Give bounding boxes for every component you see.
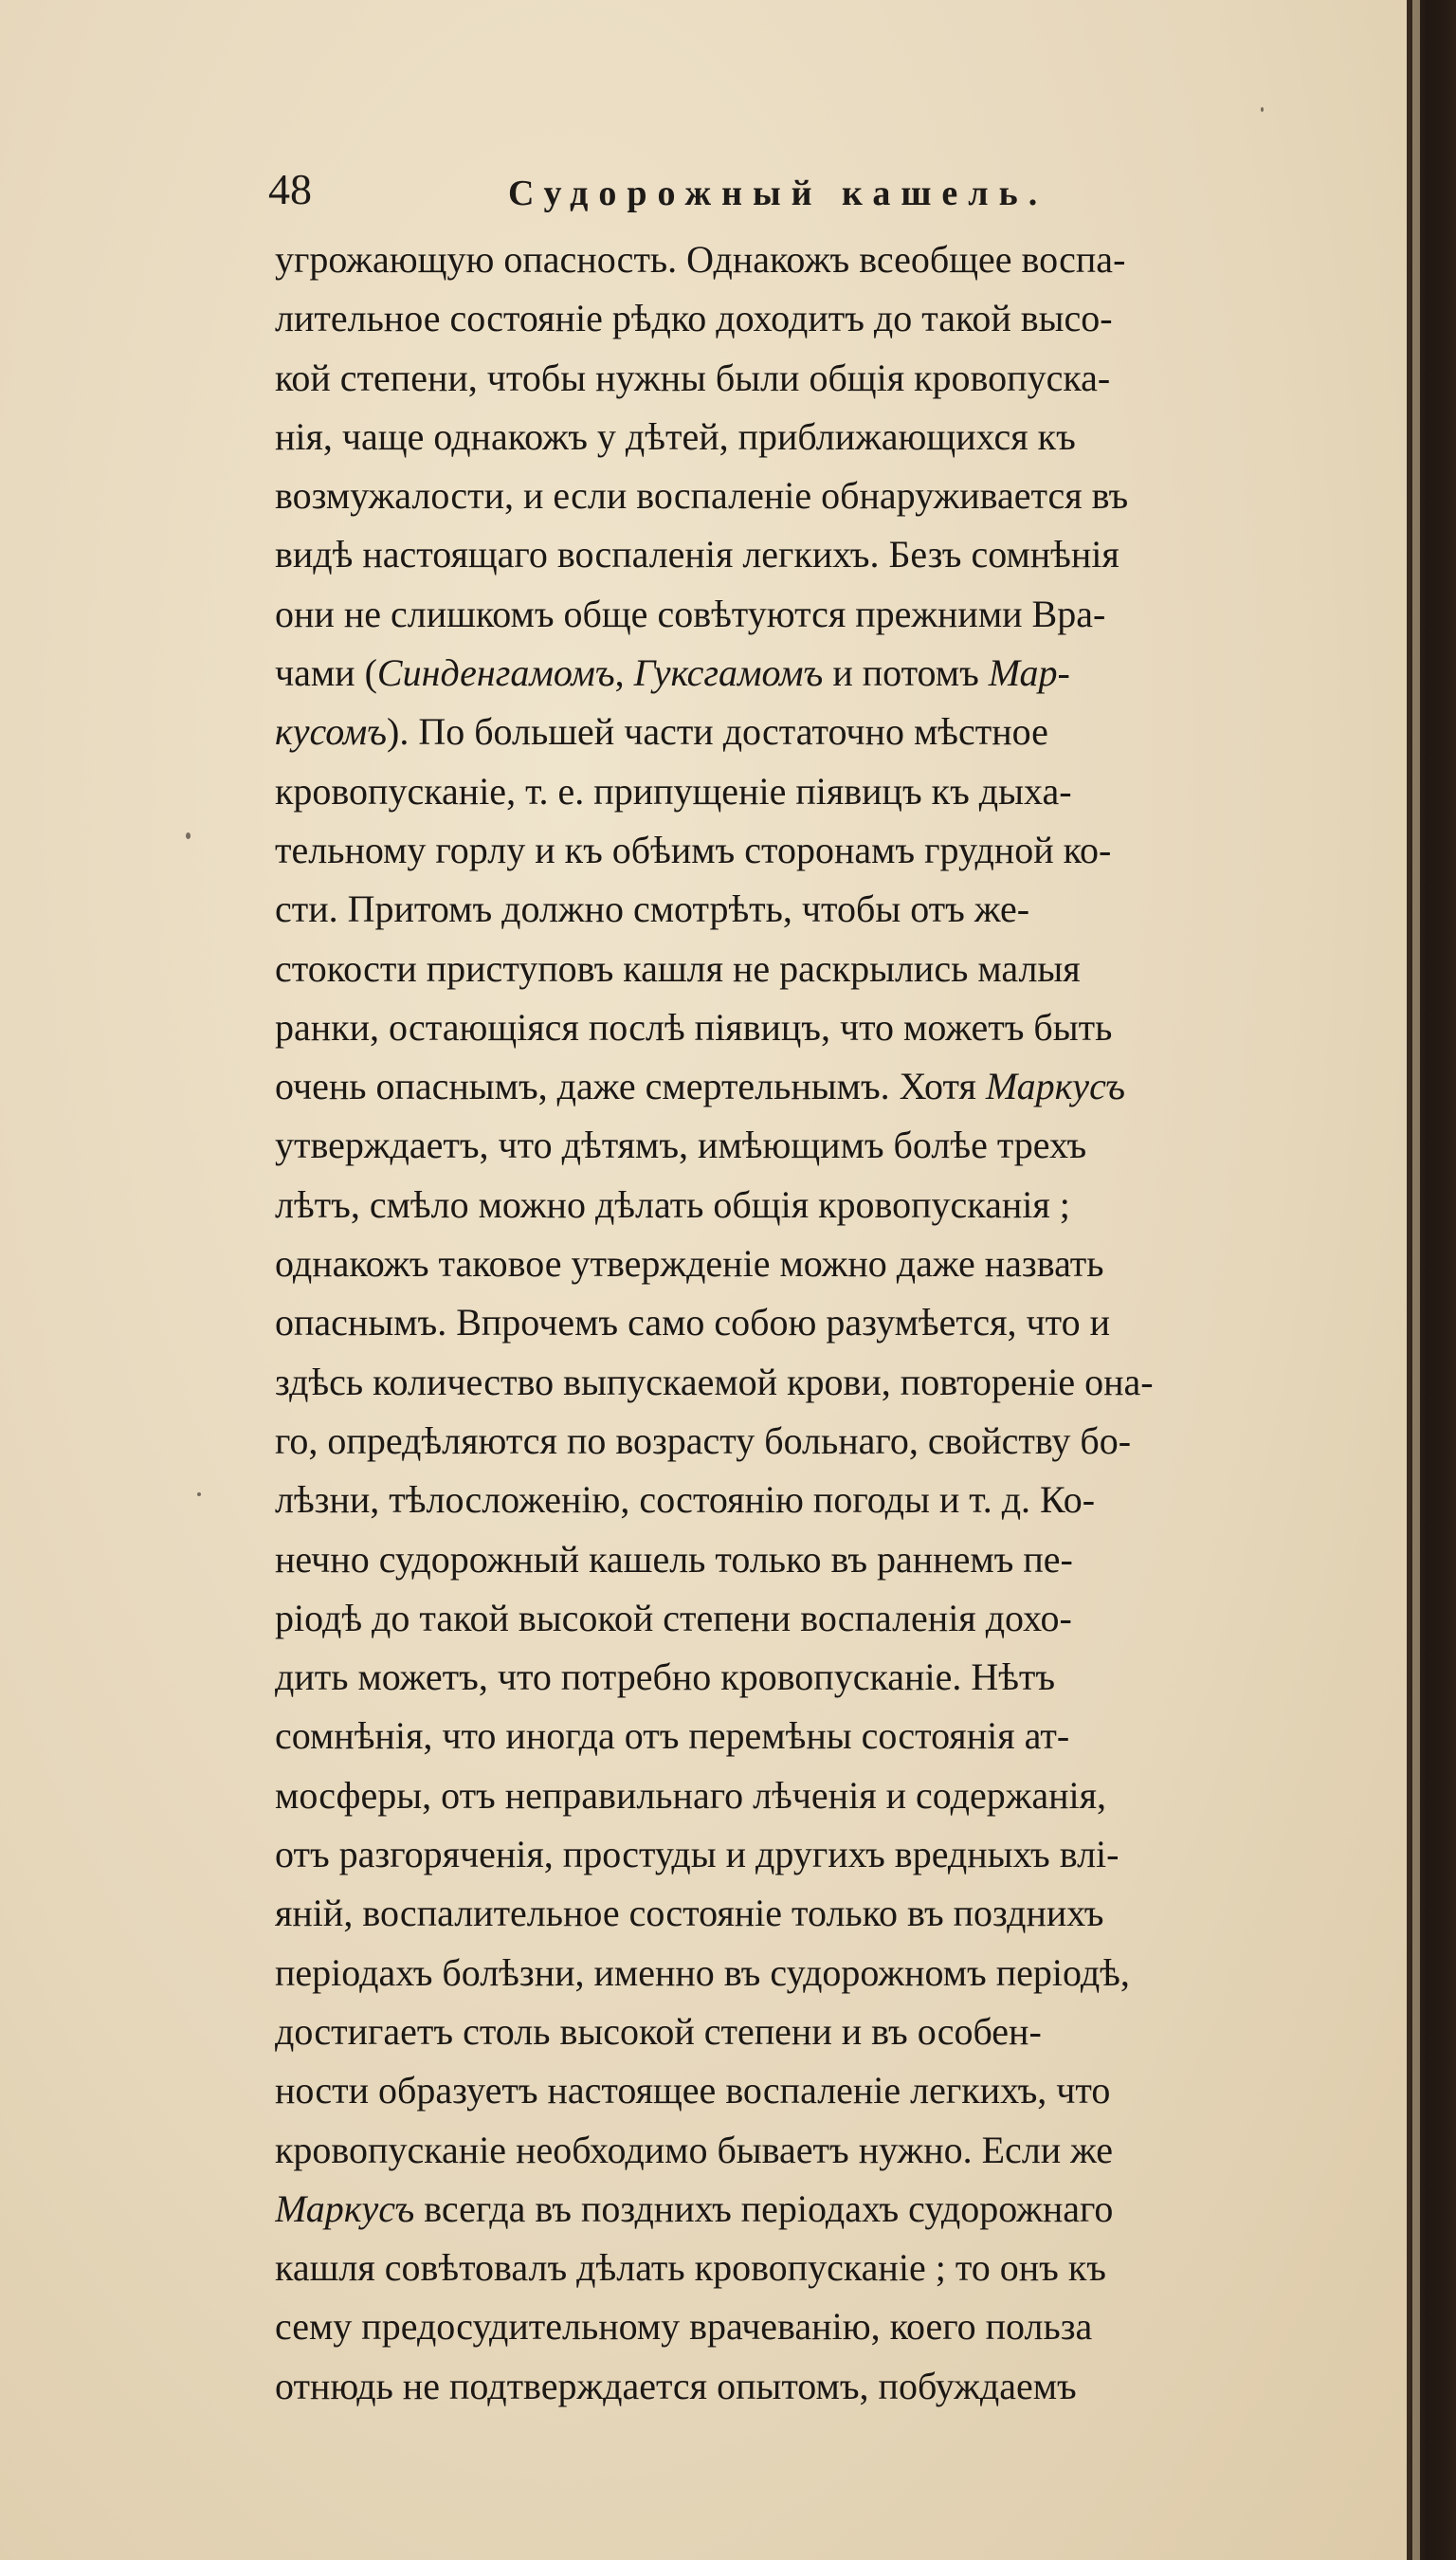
text-segment: угрожающую опасность. Однакожъ всеобщее воспа- [275,238,1126,281]
text-segment: тельному горлу и къ обѣимъ сторонамъ грудной ко- [275,828,1112,871]
text-line [275,2239,1393,2297]
text-line [275,466,1393,525]
text-segment: кой степени, чтобы нужны были общія кровопуска- [275,356,1111,399]
text-line [275,2061,1393,2120]
text-line [275,1412,1393,1471]
text-line [275,2002,1393,2061]
text-line [275,349,1393,408]
text-segment: ріодѣ до такой высокой степени воспаленія дохо- [275,1596,1072,1639]
text-segment: мосферы, отъ неправильнаго лѣченія и содержанія, [275,1773,1107,1817]
text-line [275,940,1393,998]
text-segment: го, опредѣляются по возрасту больнаго, свойству бо- [275,1418,1132,1462]
text-line [275,2180,1393,2239]
text-line [275,1766,1393,1825]
text-segment: ности образуетъ настоящее воспаленіе легкихъ, что [275,2069,1111,2112]
text-segment: сему предосудительному врачеванію, коего польза [275,2305,1093,2349]
text-line [275,1471,1393,1529]
text-line [275,1648,1393,1707]
text-segment: яній, воспалительное состояніе только въ позднихъ [275,1892,1104,1935]
text-line [275,1293,1393,1352]
text-line [275,408,1393,466]
text-line [275,1057,1393,1116]
text-line [275,289,1393,348]
page-header [268,163,1406,220]
text-line [275,1884,1393,1943]
text-segment: очень опаснымъ, даже смертельнымъ. Хотя [275,1065,986,1108]
page-edge [1412,0,1420,2560]
text-segment: сти. Притомъ должно смотрѣть, чтобы отъ же- [275,887,1030,931]
text-line [275,585,1393,644]
ink-speck [186,832,191,839]
ink-speck [1261,107,1264,112]
text-line [275,525,1393,584]
text-line [275,998,1393,1057]
text-segment: дить можетъ, что потребно кровопусканіе. Нѣтъ [275,1655,1056,1699]
text-segment: лѣтъ, смѣло можно дѣлать общія кровопусканія ; [275,1182,1070,1226]
text-segment: періодахъ болѣзни, именно въ судорожномъ періодѣ, [275,1950,1130,1994]
text-segment: они не слишкомъ обще совѣтуются прежними Вра- [275,592,1106,635]
italic-name: Маркусъ [985,1065,1126,1108]
text-line [275,821,1393,880]
text-segment: опаснымъ. Впрочемъ само собою разумѣется, что и [275,1301,1110,1344]
text-line [275,1944,1393,2002]
text-segment: возмужалости, и если воспаленіе обнаруживается въ [275,474,1129,518]
text-segment: отъ разгоряченія, простуды и другихъ вредныхъ влі- [275,1833,1119,1876]
text-segment: и потомъ [823,651,989,695]
page-number: 48 [268,165,312,213]
text-line [275,2121,1393,2180]
text-segment: , [614,651,634,695]
text-line [275,1707,1393,1765]
text-segment: нія, чаще однакожъ у дѣтей, приближающихся къ [275,414,1076,458]
italic-name: Гуксгамомъ [633,651,824,695]
italic-name: кусомъ [275,710,387,754]
text-line [275,2297,1393,2356]
text-segment: здѣсь количество выпускаемой крови, повтореніе она- [275,1360,1154,1403]
italic-name: Синденгамомъ [376,651,615,695]
text-line [275,1116,1393,1175]
text-line [275,1825,1393,1884]
text-line [275,1589,1393,1648]
text-line [275,2357,1393,2416]
text-segment: кровопусканіе необходимо бываетъ нужно. Если же [275,2128,1114,2171]
ink-speck [197,1492,201,1496]
text-line [275,1530,1393,1589]
text-segment: достигаетъ столь высокой степени и въ особен- [275,2009,1042,2053]
text-line [275,880,1393,939]
text-segment: ). По большей части достаточно мѣстное [387,710,1048,754]
text-segment: видѣ настоящаго воспаленія легкихъ. Безъ сомнѣнія [275,533,1119,576]
body-text [275,230,1393,2416]
text-segment: кашля совѣтовалъ дѣлать кровопусканіе ; то онъ къ [275,2246,1106,2290]
text-segment: нечно судорожный кашель только въ раннемъ пе- [275,1537,1073,1581]
text-segment: ранки, остающіяся послѣ піявицъ, что можетъ быть [275,1005,1113,1049]
text-line [275,230,1393,289]
text-line [275,1234,1393,1293]
text-segment: кровопусканіе, т. е. припущеніе піявицъ къ дыха- [275,769,1072,813]
italic-name: Маркусъ [275,2186,415,2230]
text-segment: лительное состояніе рѣдко доходитъ до такой высо- [275,297,1113,340]
text-segment: сомнѣнія, что иногда отъ перемѣны состоянія ат- [275,1714,1070,1758]
text-line [275,1176,1393,1234]
text-line [275,644,1393,703]
text-segment: отнюдь не подтверждается опытомъ, побуждаемъ [275,2364,1077,2407]
running-title: Судорожный кашель. [508,174,1048,213]
text-line [275,703,1393,761]
text-line [275,762,1393,821]
text-segment: однакожъ таковое утвержденіе можно даже назвать [275,1242,1104,1286]
text-segment: утверждаетъ, что дѣтямъ, имѣющимъ болѣе трехъ [275,1124,1087,1167]
text-segment: лѣзни, тѣлосложенію, состоянію погоды и т. д. Ко- [275,1478,1096,1522]
italic-name: Мар- [988,651,1070,695]
text-line [275,1353,1393,1412]
text-segment: всегда въ позднихъ періодахъ судорожнаго [414,2186,1114,2230]
text-segment: стокости приступовъ кашля не раскрылись малыя [275,946,1081,990]
text-segment: чами ( [275,651,377,695]
